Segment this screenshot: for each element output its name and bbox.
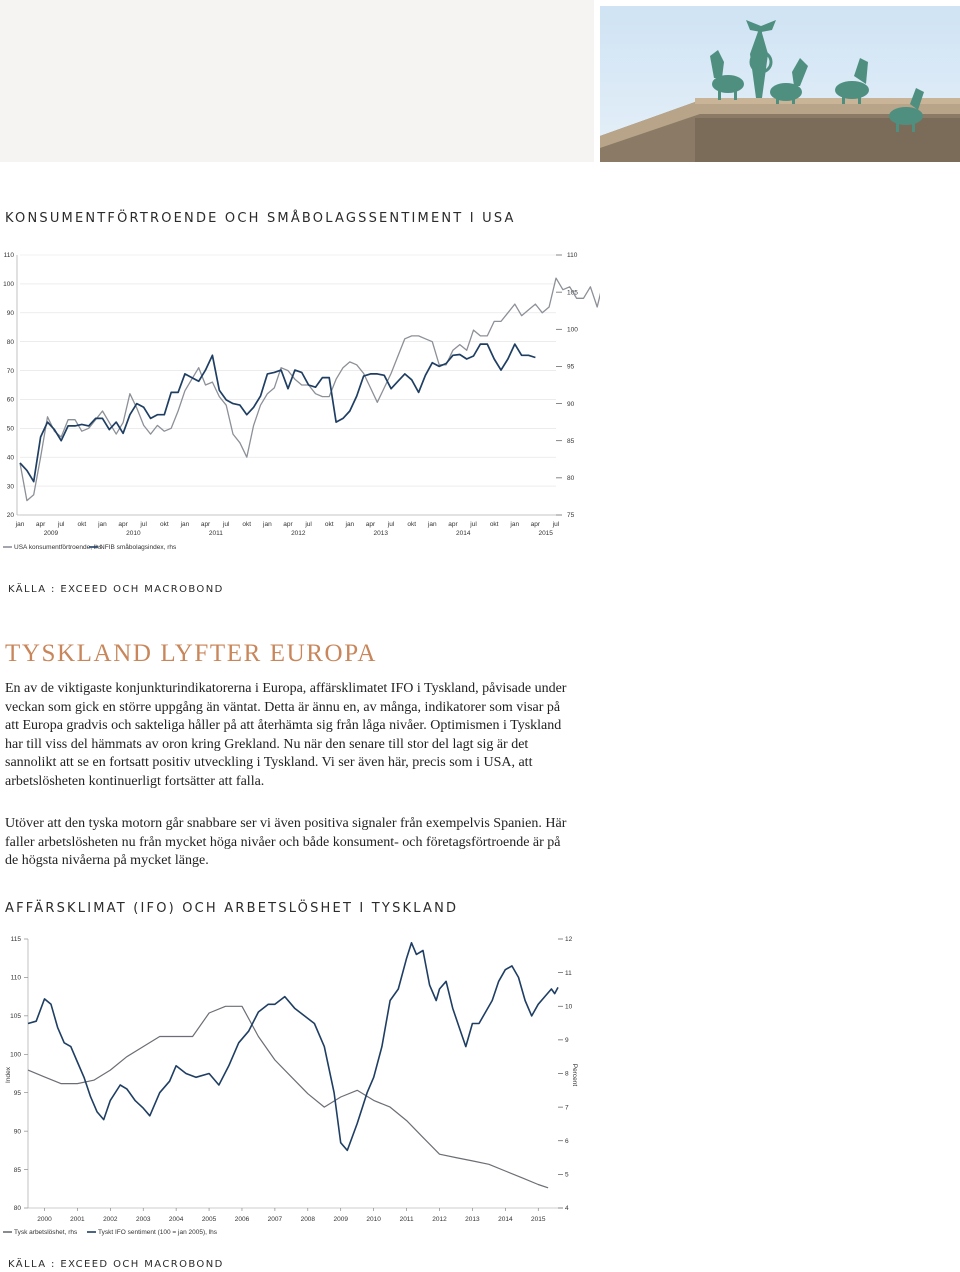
chart1-left-tick-label: 60	[6, 396, 14, 404]
chart2-right-axis-title: Percent	[571, 1063, 578, 1087]
chart2-x-tick-label: 2005	[201, 1216, 217, 1223]
chart1-left-tick-label: 30	[6, 483, 14, 491]
chart1-x-tick-label: jan	[180, 521, 190, 528]
chart1-x-tick-label: jan	[263, 521, 272, 528]
chart1-x-tick-label: apr	[200, 521, 211, 528]
chart1-x-tick-label: apr	[283, 521, 293, 528]
chart1-x-tick-label: apr	[35, 521, 46, 528]
chart2-left-axis-title: Index	[5, 1067, 12, 1083]
chart1-x-tick-label: okt	[77, 521, 87, 528]
chart1-x-tick-label: jan	[345, 521, 355, 528]
chart1-x-tick-label: jan	[98, 521, 107, 528]
chart1-left-tick-label: 80	[6, 338, 14, 346]
header-banner	[0, 0, 960, 162]
chart1-year-label: 2014	[455, 530, 471, 537]
chart1-x-tick-label: apr	[530, 521, 541, 528]
chart2-right-tick-label: 11	[565, 969, 572, 977]
chart1-legend-label: NFIB småbolagsindex, rhs	[100, 544, 177, 551]
chart2-section-title: AFFÄRSKLIMAT (IFO) OCH ARBETSLÖSHET I TYSKLAND	[5, 901, 459, 916]
chart1-year-label: 2010	[126, 530, 141, 537]
chart2-x-tick-label: 2008	[300, 1216, 316, 1223]
chart1-right-tick-label: 90	[567, 400, 575, 408]
chart1-left-tick-label: 40	[6, 454, 14, 462]
chart2-source: KÄLLA : EXCEED OCH MACROBOND	[8, 1259, 224, 1270]
article-heading: TYSKLAND LYFTER EUROPA	[5, 640, 378, 667]
chart1-x-tick-label: okt	[159, 521, 169, 528]
chart1-left-tick-label: 70	[6, 367, 14, 375]
chart1-x-tick-label: jul	[552, 521, 560, 528]
chart1-right-tick-label: 85	[567, 437, 575, 445]
chart2-x-tick-label: 2010	[366, 1216, 381, 1223]
article-paragraph-2: Utöver att den tyska motorn går snabbare ser vi även positiva signaler från exempelvis Spanien. Här faller arbetslösheten nu från mycket höga nivåer och både konsument- och företagsförtroende är på de högsta nivåerna på mycket länge.	[5, 816, 567, 868]
chart1-right-tick-label: 80	[567, 475, 575, 483]
chart2-x-tick-label: 2003	[135, 1216, 151, 1223]
chart2-x-tick-label: 2014	[498, 1216, 513, 1223]
chart1-x-tick-label: apr	[365, 521, 376, 528]
chart1-x-tick-label: jul	[57, 521, 65, 528]
header-grey-panel	[0, 0, 594, 162]
us-sentiment-chart	[0, 244, 600, 558]
chart2-left-tick-label: 85	[13, 1166, 21, 1174]
chart2-right-tick-label: 5	[565, 1171, 569, 1179]
chart2-right-tick-label: 4	[565, 1205, 569, 1213]
chart1-series-consumer-confidence	[20, 278, 600, 501]
chart2-x-tick-label: 2006	[234, 1216, 250, 1223]
chart1-year-label: 2009	[43, 530, 59, 537]
chart2-right-tick-label: 9	[565, 1037, 569, 1045]
chart2-x-tick-label: 2009	[333, 1216, 348, 1223]
chart1-legend-label: USA konsumentförtroende, lhs	[14, 544, 103, 551]
chart1-right-tick-label: 95	[567, 363, 575, 371]
chart2-left-tick-label: 100	[10, 1051, 21, 1059]
chart1-x-tick-label: jul	[222, 521, 230, 528]
chart1-year-label: 2013	[373, 530, 389, 537]
chart1-left-tick-label: 20	[6, 512, 14, 520]
chart2-x-tick-label: 2015	[531, 1216, 546, 1223]
chart1-x-tick-label: apr	[118, 521, 128, 528]
chart2-left-tick-label: 105	[10, 1013, 21, 1021]
chart1-source: KÄLLA : EXCEED OCH MACROBOND	[8, 584, 224, 595]
chart1-section-title: KONSUMENTFÖRTROENDE OCH SMÅBOLAGSSENTIMENT I USA	[5, 211, 516, 226]
chart2-x-tick-label: 2000	[37, 1216, 52, 1223]
chart1-left-tick-label: 100	[3, 281, 14, 289]
chart1-left-tick-label: 50	[6, 425, 14, 433]
chart2-x-tick-label: 2007	[267, 1216, 283, 1223]
chart2-right-tick-label: 6	[565, 1137, 569, 1145]
chart2-legend-label: Tyskt IFO sentiment (100 = jan 2005), lhs	[98, 1229, 218, 1236]
chart2-x-tick-label: 2012	[432, 1216, 447, 1223]
quadriga-photo	[600, 6, 960, 162]
chart1-right-tick-label: 110	[567, 252, 578, 260]
chart2-left-tick-label: 110	[10, 974, 21, 982]
chart2-right-tick-label: 8	[565, 1070, 569, 1078]
chart1-x-tick-label: apr	[448, 521, 458, 528]
chart2-x-tick-label: 2011	[399, 1216, 414, 1223]
chart1-x-tick-label: jul	[387, 521, 395, 528]
chart2-series-ifo	[28, 943, 558, 1151]
chart2-left-tick-label: 80	[13, 1205, 21, 1213]
chart1-x-tick-label: jan	[15, 521, 25, 528]
chart1-right-tick-label: 105	[567, 289, 578, 297]
chart1-left-tick-label: 110	[3, 252, 14, 260]
chart2-x-tick-label: 2004	[168, 1216, 184, 1223]
chart1-year-label: 2012	[291, 530, 306, 537]
chart1-x-tick-label: jan	[427, 521, 437, 528]
chart2-left-tick-label: 90	[13, 1128, 21, 1136]
chart1-x-tick-label: jul	[140, 521, 147, 528]
chart2-x-tick-label: 2001	[70, 1216, 85, 1223]
chart2-right-tick-label: 10	[565, 1003, 573, 1011]
chart1-x-tick-label: okt	[324, 521, 334, 528]
germany-ifo-unemployment-chart	[0, 930, 600, 1270]
chart2-legend-label: Tysk arbetslöshet, rhs	[14, 1229, 78, 1236]
chart1-series-nfib	[20, 344, 535, 482]
chart1-x-tick-label: okt	[489, 521, 499, 528]
chart1-right-tick-label: 100	[567, 326, 578, 334]
chart2-right-tick-label: 12	[565, 936, 573, 944]
chart1-x-tick-label: jan	[510, 521, 520, 528]
chart2-left-tick-label: 95	[13, 1089, 21, 1097]
chart1-left-tick-label: 90	[6, 309, 14, 317]
chart2-left-tick-label: 115	[10, 936, 21, 944]
chart1-x-tick-label: okt	[407, 521, 417, 528]
chart1-x-tick-label: okt	[242, 521, 252, 528]
chart1-right-tick-label: 75	[567, 512, 575, 520]
chart1-x-tick-label: jul	[470, 521, 477, 528]
article-paragraph-1: En av de viktigaste konjunkturindikatorerna i Europa, affärsklimatet IFO i Tyskland, påvisade under veckan som gick en större uppgång än väntat. Detta är ännu en, av många, indikatorer som visar på att Europa gradvis och sakteliga håller på att återhämta sig från låga nivåer. Optimismen i Tyskland har till viss del hämmats av oron kring Grekland. Nu när den senare till stor del lagt sig är det sannolikt att se en fortsatt positiv utveckling i Tyskland. Vi ser även här, precis som i USA, att arbetslösheten kontinuerligt fortsätter att falla.	[5, 681, 567, 789]
chart1-year-label: 2011	[208, 530, 223, 537]
chart1-x-tick-label: jul	[305, 521, 312, 528]
chart2-x-tick-label: 2002	[103, 1216, 118, 1223]
chart2-x-tick-label: 2013	[465, 1216, 480, 1223]
chart2-right-tick-label: 7	[565, 1104, 569, 1112]
chart1-year-label: 2015	[538, 530, 553, 537]
